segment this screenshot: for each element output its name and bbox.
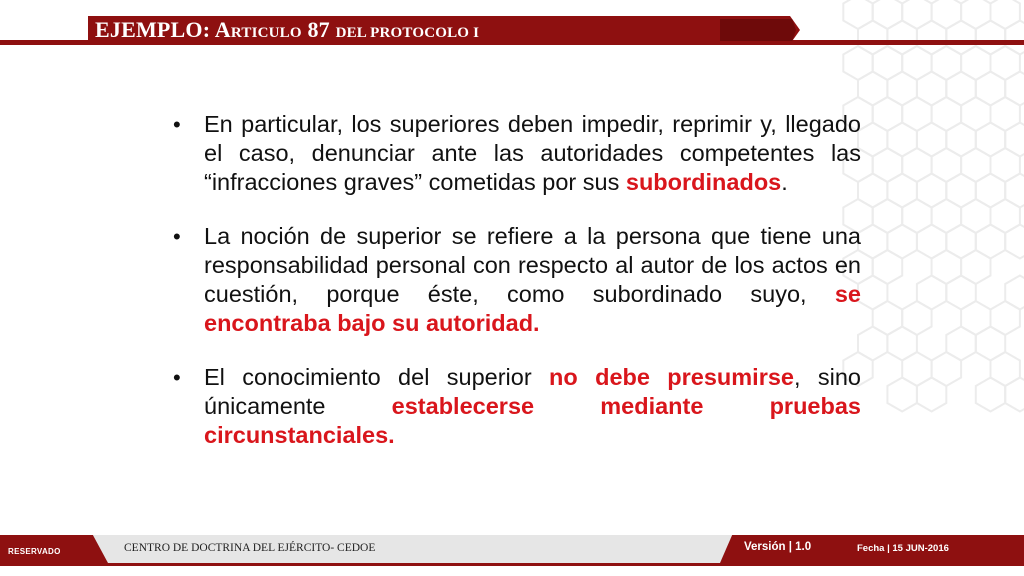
date-label: Fecha | 15 JUN-2016	[857, 543, 949, 554]
bullet-item: • El conocimiento del superior no debe presumirse, sino únicamente establecerse mediante pruebas circunstanciales.	[171, 363, 861, 450]
bullet-item: • La noción de superior se refiere a la persona que tiene una responsabilidad personal con respecto al autor de los actos en cuestión, porque éste, como subordinado suyo, se encontraba bajo su autoridad.	[171, 222, 861, 338]
footer-rule	[0, 563, 1024, 566]
organization-name: CENTRO DE DOCTRINA DEL EJÉRCITO- CEDOE	[124, 542, 376, 554]
bullet-item: • En particular, los superiores deben impedir, reprimir y, llegado el caso, denunciar ante las autoridades competentes las “infracciones graves” cometidas por sus subordinados.	[171, 110, 861, 197]
bullet-list	[171, 110, 861, 475]
classification-label: RESERVADO	[8, 547, 61, 556]
title-banner-tip	[720, 19, 796, 41]
page-title: EJEMPLO: ARTICULO 87 DEL PROTOCOLO I	[95, 17, 480, 42]
version-label: Versión | 1.0	[744, 541, 812, 553]
